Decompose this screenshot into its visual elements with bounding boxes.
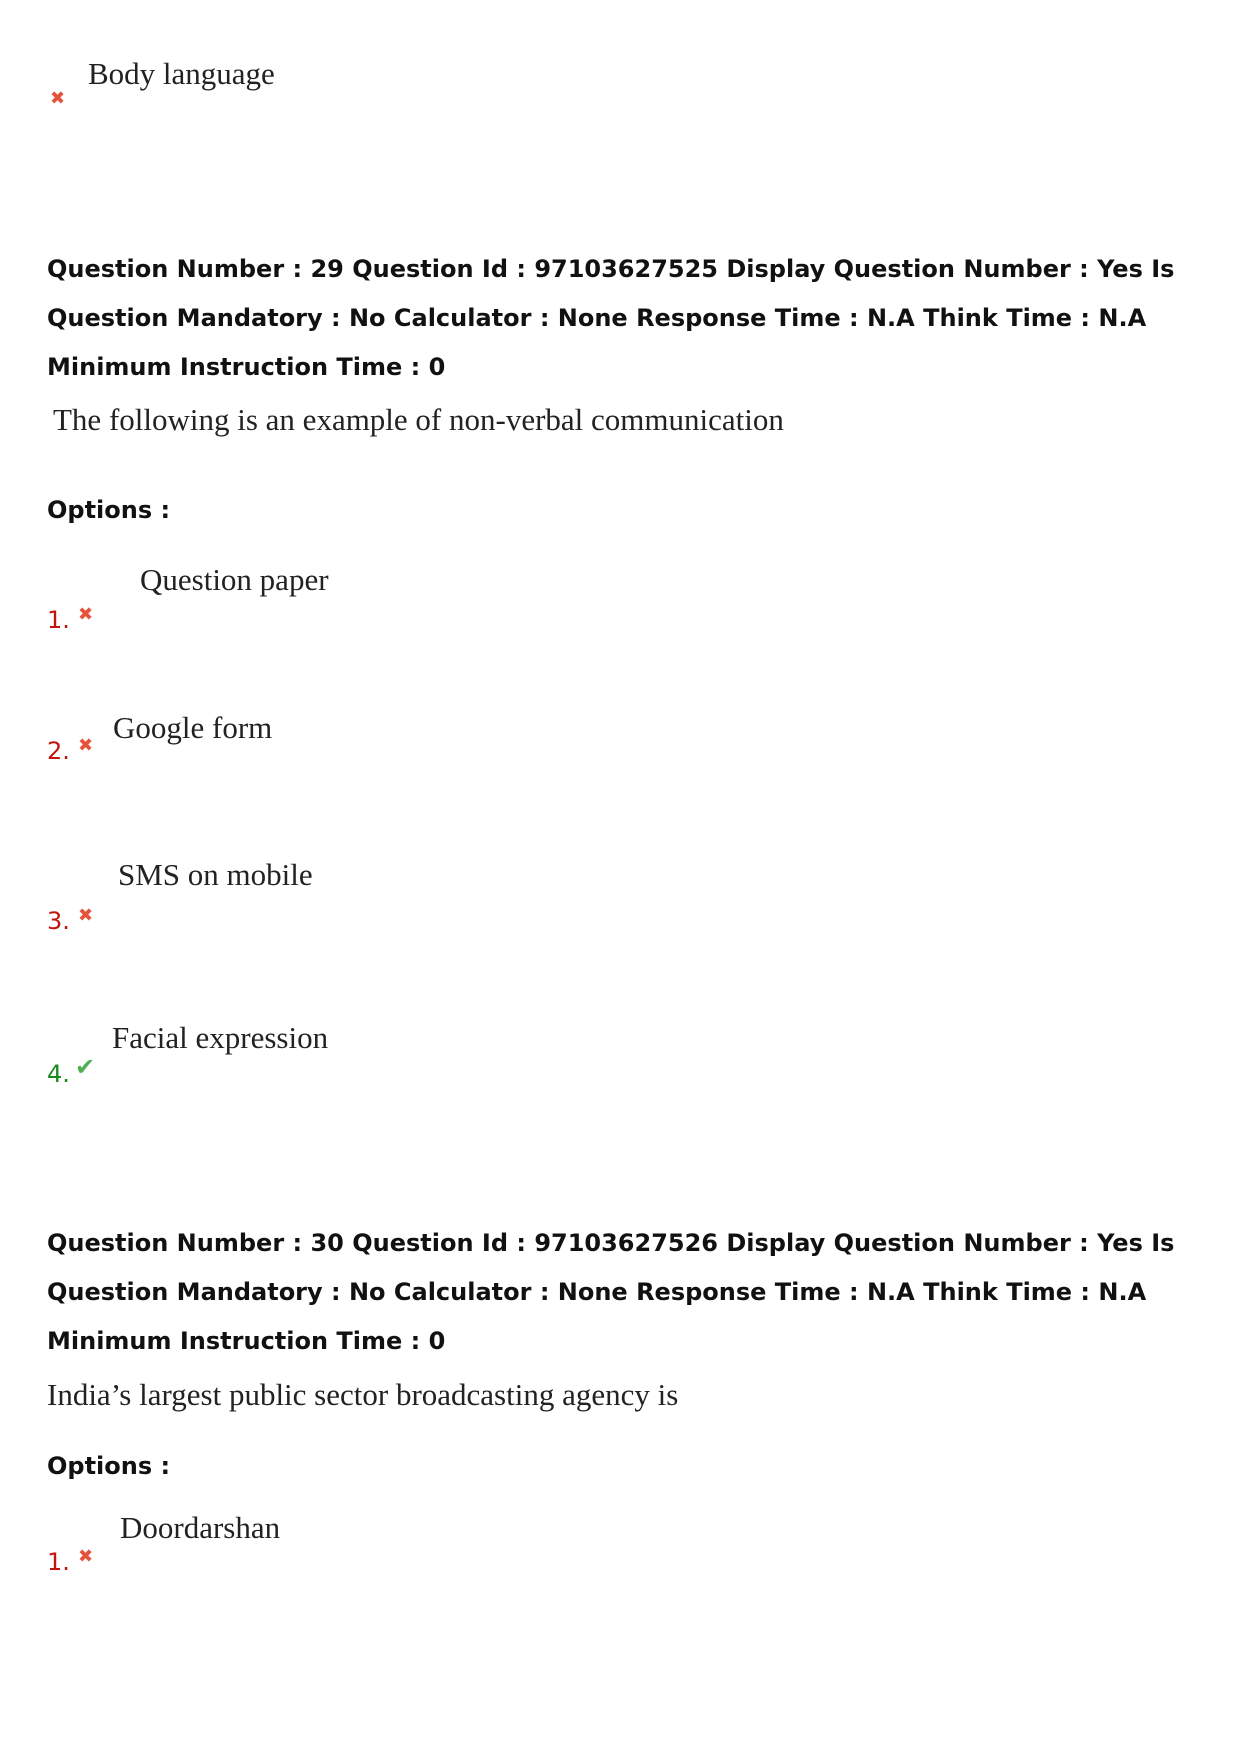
question-30-options-label: Options : <box>47 1452 171 1480</box>
wrong-answer-icon: ✖ <box>78 735 94 756</box>
q29-option-4-number: 4. <box>47 1060 70 1088</box>
question-30-text: India’s largest public sector broadcasting agency is <box>47 1377 679 1412</box>
wrong-answer-icon: ✖ <box>78 604 94 625</box>
check-icon: ✔ <box>75 1053 96 1081</box>
wrong-answer-icon: ✖ <box>78 1546 94 1567</box>
q29-option-3-number: 3. <box>47 907 70 935</box>
question-29-text: The following is an example of non-verbal communication <box>53 402 784 437</box>
q29-option-2-number: 2. <box>47 737 70 765</box>
q29-option-2-text: Google form <box>113 710 273 745</box>
q30-option-1-text: Doordarshan <box>120 1510 281 1545</box>
wrong-answer-icon: ✖ <box>50 88 66 109</box>
question-30-meta: Question Number : 30 Question Id : 97103627526 Display Question Number : Yes Is Question Mandatory : No Calculator : None Response Time : N.A Think Time : N.A Minimum Instruction Time : 0 <box>47 1229 1175 1355</box>
q30-option-1-number: 1. <box>47 1548 70 1576</box>
q29-option-1-text: Question paper <box>140 562 329 597</box>
question-29-options-label: Options : <box>47 496 171 524</box>
q29-option-4-text: Facial expression <box>112 1020 329 1055</box>
q29-option-1-number: 1. <box>47 606 70 634</box>
prev-option-text: Body language <box>88 56 275 91</box>
q29-option-3-text: SMS on mobile <box>118 857 313 892</box>
wrong-answer-icon: ✖ <box>78 905 94 926</box>
question-29-meta: Question Number : 29 Question Id : 97103627525 Display Question Number : Yes Is Question Mandatory : No Calculator : None Response Time : N.A Think Time : N.A Minimum Instruction Time : 0 <box>47 255 1175 381</box>
